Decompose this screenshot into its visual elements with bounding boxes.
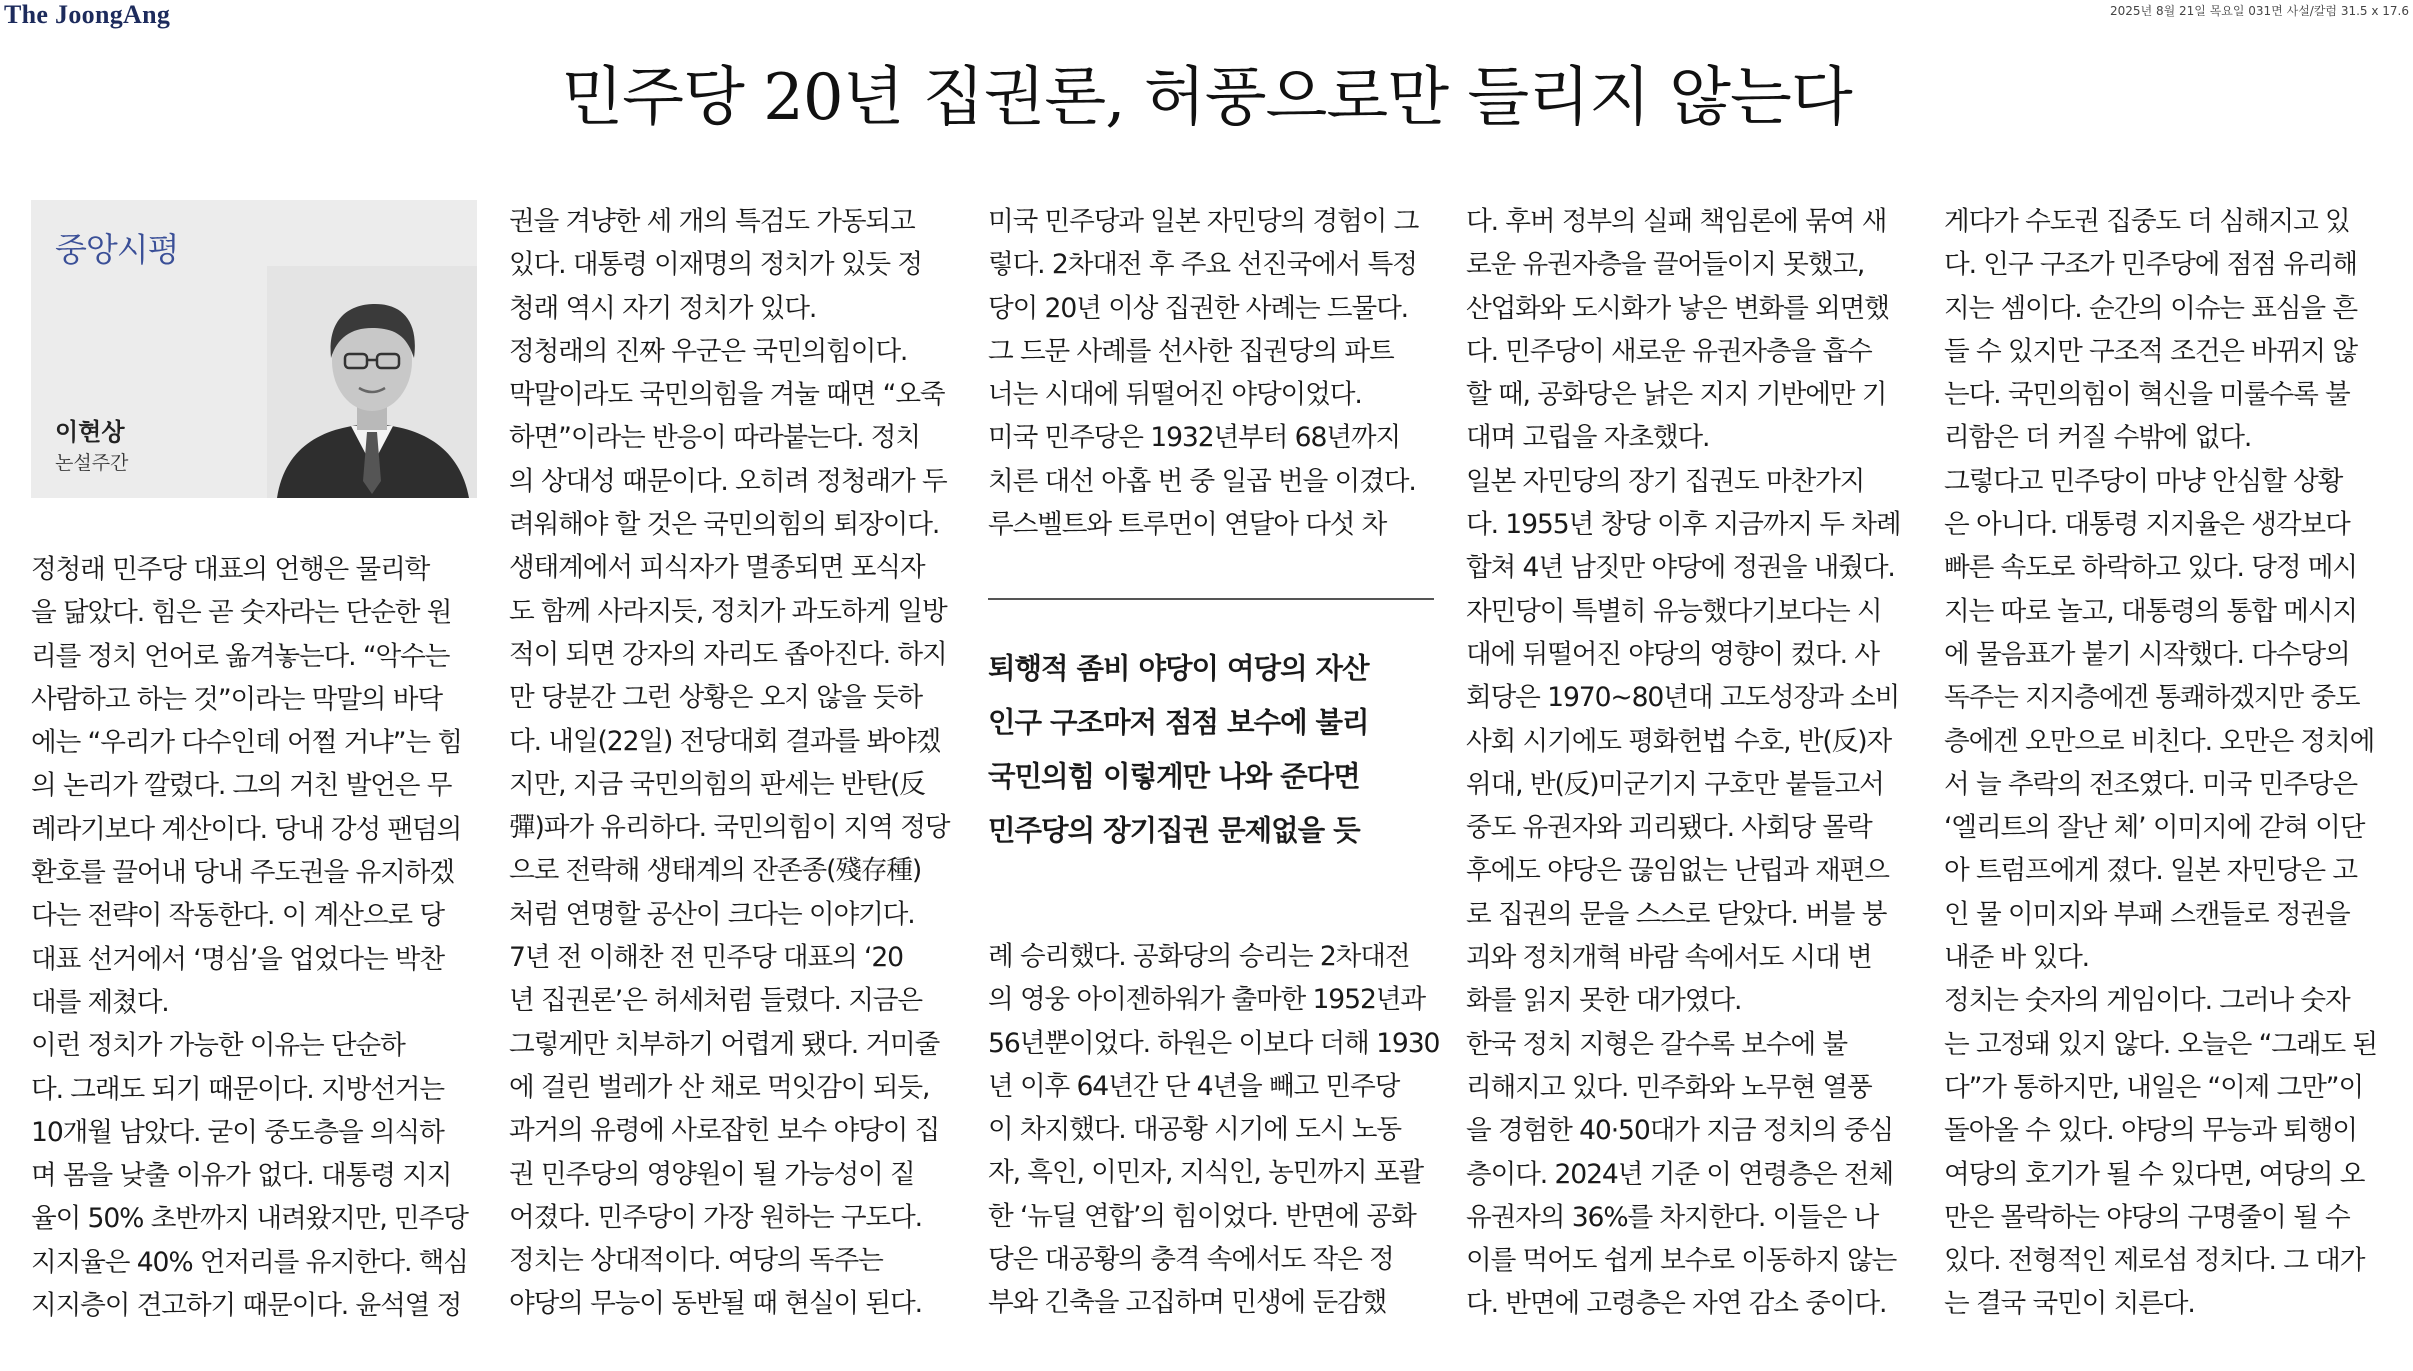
text-line: 은 아니다. 대통령 지지율은 생각보다 (1944, 509, 2350, 541)
text-line: 돌아올 수 있다. 야당의 무능과 퇴행이 (1944, 1115, 2357, 1147)
text-line: 으로 전락해 생태계의 잔존종(殘存種) (509, 855, 922, 887)
text-line: 권을 겨냥한 세 개의 특검도 가동되고 (509, 206, 915, 237)
text-line: 권 민주당의 영양원이 될 가능성이 짙 (509, 1158, 915, 1190)
text-line: 게다가 수도권 집중도 더 심해지고 있 (1944, 206, 2350, 237)
text-line: 례 승리했다. 공화당의 승리는 2차대전 (988, 941, 1410, 972)
text-line: 대를 제쳤다. (31, 986, 169, 1018)
author-photo (267, 266, 477, 498)
text-line: 당은 대공황의 충격 속에서도 작은 정 (988, 1244, 1394, 1276)
author-name: 이현상 (55, 418, 125, 446)
text-line: 들 수 있지만 구조적 조건은 바뀌지 않 (1944, 335, 2357, 367)
text-line: 층이다. 2024년 기준 이 연령층은 전체 (1466, 1158, 1894, 1190)
text-line: 어졌다. 민주당이 가장 원하는 구도다. (509, 1201, 922, 1233)
text-line: 청래 역시 자기 정치가 있다. (509, 292, 817, 324)
text-line: 정청래의 진짜 우군은 국민의힘이다. (509, 335, 908, 367)
text-line: 56년뿐이었다. 하원은 이보다 더해 1930 (988, 1027, 1440, 1059)
text-line: 너는 시대에 뒤떨어진 야당이었다. (988, 379, 1362, 411)
text-line: 을 닮았다. 힘은 곧 숫자라는 단순한 원 (31, 597, 452, 629)
text-line: 렇다. 2차대전 후 주요 선진국에서 특정 (988, 249, 1417, 281)
text-line: 10개월 남았다. 굳이 중도층을 의식하 (31, 1116, 444, 1148)
text-line: 며 몸을 낮출 이유가 없다. 대통령 지지 (31, 1160, 452, 1192)
text-line: 괴와 정치개혁 바람 속에서도 시대 변 (1466, 942, 1872, 974)
column-header-box (31, 200, 477, 498)
text-line: 이를 먹어도 쉽게 보수로 이동하지 않는 (1466, 1245, 1897, 1277)
text-line: 내준 바 있다. (1944, 942, 2090, 974)
text-line: 아 트럼프에게 졌다. 일본 자민당은 고 (1944, 855, 2357, 887)
text-line: 례라기보다 계산이다. 당내 강성 팬덤의 (31, 813, 462, 845)
text-line: 의 상대성 때문이다. 오히려 정청래가 두 (509, 465, 947, 497)
text-line: 로운 유권자층을 끌어들이지 못했고, (1466, 249, 1865, 281)
text-line: 에는 “우리가 다수인데 어쩔 거냐”는 힘 (31, 727, 462, 759)
text-line: 지지층이 견고하기 때문이다. 윤석열 정 (31, 1290, 462, 1322)
article-column-2 (509, 200, 951, 1326)
text-line: 대며 고립을 자초했다. (1466, 422, 1710, 454)
text-line: 과거의 유령에 사로잡힌 보수 야당이 집 (509, 1115, 940, 1147)
text-line: 의 논리가 깔렸다. 그의 거친 발언은 무 (31, 770, 452, 802)
text-line: 야당의 무능이 동반될 때 현실이 된다. (509, 1288, 922, 1320)
text-line: 대표 선거에서 ‘명심’을 업었다는 박찬 (31, 943, 444, 975)
text-line: 지는 셈이다. 순간의 이슈는 표심을 흔 (1944, 292, 2357, 324)
text-line: 다는 전략이 작동한다. 이 계산으로 당 (31, 900, 444, 932)
text-line: 하면”이라는 반응이 따라붙는다. 정치 (509, 422, 920, 454)
text-line: 彈)파가 유리하다. 국민의힘이 지역 정당 (509, 812, 950, 844)
text-line: 다”가 통하지만, 내일은 “이제 그만”이 (1944, 1071, 2364, 1103)
text-line: 이런 정치가 가능한 이유는 단순하 (31, 1030, 405, 1062)
text-line: 후에도 야당은 끊임없는 난립과 재편으 (1466, 855, 1889, 887)
article-column-1 (31, 548, 473, 1327)
text-line: 정청래 민주당 대표의 언행은 물리학 (31, 554, 430, 585)
newspaper-logo: The JoongAng (4, 0, 171, 29)
text-line: 지만, 지금 국민의힘의 판세는 반탄(反 (509, 768, 925, 800)
text-line: 그렇게만 치부하기 어렵게 됐다. 거미줄 (509, 1028, 940, 1060)
page-dateline: 2025년 8월 21일 목요일 031면 사설/칼럼 31.5 x 17.6 (2110, 4, 2409, 18)
text-line: 막말이라도 국민의힘을 겨눌 때면 “오죽 (509, 379, 945, 411)
column-section-title: 중앙시평 (55, 230, 179, 269)
text-line: 정치는 상대적이다. 여당의 독주는 (509, 1245, 883, 1277)
text-line: 루스벨트와 트루먼이 연달아 다섯 차 (988, 509, 1387, 541)
text-line: 만 당분간 그런 상황은 오지 않을 듯하 (509, 682, 922, 714)
article-column-4 (1466, 200, 1908, 1326)
text-line: 자민당이 특별히 유능했다기보다는 시 (1466, 595, 1882, 627)
text-line: 회당은 1970~80년대 고도성장과 소비 (1466, 682, 1900, 714)
pull-quote-line: 인구 구조마저 점점 보수에 불리 (988, 706, 1369, 739)
text-line: 지지율은 40% 언저리를 유지한다. 핵심 (31, 1246, 468, 1278)
text-line: 다. 인구 구조가 민주당에 점점 유리해 (1944, 249, 2357, 281)
text-line: 다. 후버 정부의 실패 책임론에 묶여 새 (1466, 206, 1887, 237)
text-line: 7년 전 이해찬 전 민주당 대표의 ‘20 (509, 942, 904, 974)
text-line: 서 늘 추락의 전조였다. 미국 민주당은 (1944, 768, 2357, 800)
text-line: 다. 반면에 고령층은 자연 감소 중이다. (1466, 1288, 1887, 1320)
text-line: 유권자의 36%를 차지한다. 이들은 나 (1466, 1201, 1879, 1233)
text-line: 년 이후 64년간 단 4년을 빼고 민주당 (988, 1070, 1400, 1102)
text-line: 에 물음표가 붙기 시작했다. 다수당의 (1944, 638, 2350, 670)
text-line: ‘엘리트의 잘난 체’ 이미지에 갇혀 이단 (1944, 812, 2365, 844)
text-line: 산업화와 도시화가 낳은 변화를 외면했 (1466, 292, 1889, 324)
text-line: 당이 20년 이상 집권한 사례는 드물다. (988, 292, 1409, 324)
pull-quote-line: 민주당의 장기집권 문제없을 듯 (988, 814, 1360, 847)
text-line: 년 집권론’은 허세처럼 들렸다. 지금은 (509, 985, 922, 1017)
text-line: 적이 되면 강자의 자리도 좁아진다. 하지 (509, 638, 947, 670)
pull-quote (988, 598, 1432, 858)
text-line: 일본 자민당의 장기 집권도 마찬가지 (1466, 465, 1865, 497)
text-line: 빠른 속도로 하락하고 있다. 당정 메시 (1944, 552, 2357, 584)
text-line: 있다. 대통령 이재명의 정치가 있듯 정 (509, 249, 922, 281)
text-line: 인 물 이미지와 부패 스캔들로 정권을 (1944, 898, 2350, 930)
text-line: 지는 따로 놀고, 대통령의 통합 메시지 (1944, 595, 2357, 627)
text-line: 자, 흑인, 이민자, 지식인, 농민까지 포괄 (988, 1157, 1424, 1189)
text-line: 그 드문 사례를 선사한 집권당의 파트 (988, 335, 1394, 367)
text-line: 율이 50% 초반까지 내려왔지만, 민주당 (31, 1203, 468, 1235)
text-line: 독주는 지지층에겐 통쾌하겠지만 중도 (1944, 682, 2360, 714)
text-line: 로 집권의 문을 스스로 닫았다. 버블 붕 (1466, 898, 1887, 930)
text-line: 려워해야 할 것은 국민의힘의 퇴장이다. (509, 509, 940, 541)
text-line: 층에겐 오만으로 비친다. 오만은 정치에 (1944, 725, 2375, 757)
text-line: 미국 민주당과 일본 자민당의 경험이 그 (988, 206, 1419, 237)
text-line: 다. 1955년 창당 이후 지금까지 두 차례 (1466, 509, 1901, 541)
text-line: 할 때, 공화당은 낡은 지지 기반에만 기 (1466, 379, 1887, 411)
text-line: 리함은 더 커질 수밖에 없다. (1944, 422, 2252, 454)
text-line: 는 결국 국민이 치른다. (1944, 1288, 2195, 1320)
text-line: 는다. 국민의힘이 혁신을 미룰수록 불 (1944, 379, 2350, 411)
text-line: 에 걸린 벌레가 산 채로 먹잇감이 되듯, (509, 1071, 930, 1103)
text-line: 치른 대선 아홉 번 중 일곱 번을 이겼다. (988, 465, 1416, 497)
text-line: 을 경험한 40·50대가 지금 정치의 중심 (1466, 1115, 1894, 1147)
pull-quote-text (988, 642, 1432, 858)
text-line: 처럼 연명할 공산이 크다는 이야기다. (509, 898, 915, 930)
text-line: 위대, 반(反)미군기지 구호만 붙들고서 (1466, 768, 1884, 800)
text-line: 만은 몰락하는 야당의 구명줄이 될 수 (1944, 1201, 2350, 1233)
text-line: 는 고정돼 있지 않다. 오늘은 “그래도 된 (1944, 1028, 2377, 1060)
text-line: 사람하고 하는 것”이라는 막말의 바닥 (31, 683, 442, 715)
text-line: 여당의 호기가 될 수 있다면, 여당의 오 (1944, 1158, 2365, 1190)
text-line: 그렇다고 민주당이 마냥 안심할 상황 (1944, 465, 2343, 497)
text-line: 합쳐 4년 남짓만 야당에 정권을 내줬다. (1466, 552, 1895, 584)
text-line: 리해지고 있다. 민주화와 노무현 열풍 (1466, 1071, 1872, 1103)
text-line: 이 차지했다. 대공황 시기에 도시 노동 (988, 1114, 1401, 1146)
text-line: 한 ‘뉴딜 연합’의 힘이었다. 반면에 공화 (988, 1200, 1416, 1232)
article-column-3-top (988, 200, 1430, 546)
text-line: 다. 그래도 되기 때문이다. 지방선거는 (31, 1073, 444, 1105)
text-line: 환호를 끌어내 당내 주도권을 유지하겠 (31, 857, 454, 889)
article-column-3-bottom (988, 935, 1440, 1325)
text-line: 의 영웅 아이젠하워가 출마한 1952년과 (988, 984, 1425, 1016)
text-line: 있다. 전형적인 제로섬 정치다. 그 대가 (1944, 1245, 2365, 1277)
text-line: 부와 긴축을 고집하며 민생에 둔감했 (988, 1287, 1387, 1319)
text-line: 정치는 숫자의 게임이다. 그러나 숫자 (1944, 985, 2350, 1017)
text-line: 중도 유권자와 괴리됐다. 사회당 몰락 (1466, 812, 1872, 844)
text-line: 다. 내일(22일) 전당대회 결과를 봐야겠 (509, 725, 941, 757)
pull-quote-line: 퇴행적 좀비 야당이 여당의 자산 (988, 652, 1369, 685)
text-line: 생태계에서 피식자가 멸종되면 포식자 (509, 552, 925, 584)
text-line: 사회 시기에도 평화헌법 수호, 반(反)자 (1466, 725, 1892, 757)
text-line: 대에 뒤떨어진 야당의 영향이 컸다. 사 (1466, 638, 1879, 670)
text-line: 리를 정치 언어로 옮겨놓는다. “악수는 (31, 640, 450, 672)
article-column-5 (1944, 200, 2386, 1326)
pull-quote-line: 국민의힘 이렇게만 나와 준다면 (988, 760, 1360, 793)
text-line: 도 함께 사라지듯, 정치가 과도하게 일방 (509, 595, 947, 627)
text-line: 화를 읽지 못한 대가였다. (1466, 985, 1742, 1017)
article-headline: 민주당 20년 집권론, 허풍으로만 들리지 않는다 (561, 61, 1852, 135)
author-title: 논설주간 (55, 452, 129, 474)
text-line: 한국 정치 지형은 갈수록 보수에 불 (1466, 1028, 1848, 1060)
text-line: 다. 민주당이 새로운 유권자층을 흡수 (1466, 335, 1872, 367)
text-line: 미국 민주당은 1932년부터 68년까지 (988, 422, 1401, 454)
